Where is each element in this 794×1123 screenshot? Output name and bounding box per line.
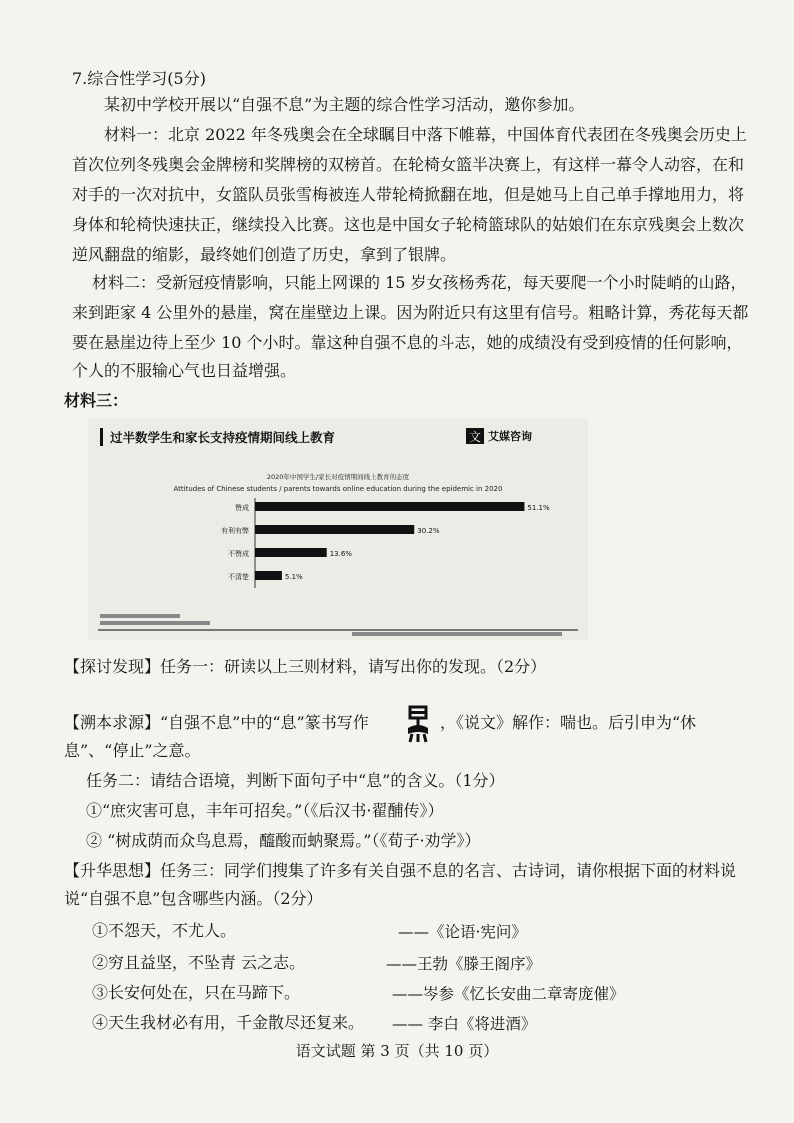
chart-svg (88, 418, 588, 640)
chart-subtitle: Attitudes of Chinese students / parents towards online education during the epidemic in 2020 (173, 485, 503, 493)
quote-text: ④天生我材必有用，千金散尽还复来。 (92, 1013, 365, 1032)
origin-text-b: ，《说文》解作：喘也。后引申为“休 (440, 713, 697, 732)
svg-text:文: 文 (469, 430, 482, 444)
task2-item: ② “树成荫而众鸟息焉，醯酸而蚋聚焉。”（《荀子·劝学》） (86, 831, 481, 850)
material2-line: 材料二：受新冠疫情影响，只能上网课的 15 岁女孩杨秀花，每天要爬一个小时陡峭的山路， (92, 273, 747, 292)
material2-line: 要在悬崖边待上至少 10 个小时。靠这种自强不息的斗志，她的成绩没有受到疫情的任何影响， (72, 333, 743, 352)
material2-line: 个人的不服输心气也日益增强。 (72, 361, 297, 380)
ai-media-logo-icon (466, 428, 484, 444)
category-label: 不清楚 (228, 573, 249, 581)
material1-line: 身体和轮椅快速扶正，继续投入比赛。这也是中国女子轮椅篮球队的姑娘们在东京残奥会上数次 (72, 215, 745, 234)
material1-line: 逆风翻盘的缩影，最终她们创造了历史，拿到了银牌。 (72, 245, 457, 264)
question-title: 7.综合性学习(5分) (72, 69, 206, 88)
chart-title: 2020年中国学生/家长对疫情期间线上教育的态度 (266, 473, 410, 481)
quote-source: —— 李白《将进酒》 (392, 1015, 537, 1033)
material1-line: 材料一：北京 2022 年冬残奥会在全球瞩目中落下帷幕，中国体育代表团在冬残奥会历史上 (104, 125, 747, 144)
question-intro: 某初中学校开展以“自强不息”为主题的综合性学习活动，邀你参加。 (104, 95, 585, 114)
task1-text: 【探讨发现】任务一：研读以上三则材料，请写出你的发现。（2分） (64, 657, 547, 676)
bar (255, 571, 282, 580)
material3-label: 材料三： (64, 391, 129, 410)
quote-source: ——《论语·宪问》 (398, 923, 527, 941)
chart-header: 过半数学生和家长支持疫情期间线上教育 (110, 430, 336, 445)
page-footer: 语文试题 第 3 页（共 10 页） (295, 1042, 499, 1060)
chart-brand: 艾媒咨询 (488, 430, 532, 443)
category-label: 赞成 (235, 504, 249, 512)
header-accent-bar (100, 428, 103, 446)
quote-source: ——王勃《滕王阁序》 (386, 955, 542, 973)
quote-source: ——岑参《忆长安曲二章寄庞催》 (392, 985, 625, 1003)
bar (255, 525, 414, 534)
quote-text: ②穷且益坚，不坠青 云之志。 (92, 953, 306, 972)
material2-line: 来到距家 4 公里外的悬崖，窝在崖壁边上课。因为附近只有这里有信号。粗略计算，秀花每天都 (72, 303, 749, 322)
footnote-blur (100, 614, 180, 618)
material1-line: 首次位列冬残奥会金牌榜和奖牌榜的双榜首。在轮椅女篮半决赛上，有这样一幕令人动容，在和 (72, 155, 745, 174)
task2-text: 任务二：请结合语境，判断下面句子中“息”的含义。（1分） (86, 771, 505, 790)
value-label: 51.1% (527, 504, 550, 512)
seal-script-xi-icon (404, 704, 432, 744)
origin-text-a: 【溯本求源】“自强不息”中的“息”篆书写作 (64, 713, 369, 732)
bar (255, 548, 327, 557)
value-label: 13.6% (329, 550, 352, 558)
bar (255, 502, 524, 511)
online-education-chart (88, 418, 588, 640)
category-label: 有利有弊 (221, 527, 249, 535)
quote-text: ③长安何处在，只在马蹄下。 (92, 983, 301, 1002)
value-label: 30.2% (417, 527, 440, 535)
material1-line: 对手的一次对抗中，女篮队员张雪梅被连人带轮椅掀翻在地，但是她马上自己单手撑地用力，将 (72, 185, 745, 204)
task2-item: ①“庶灾害可息，丰年可招矣。”（《后汉书·翟酺传》） (86, 801, 444, 820)
source-blur (352, 632, 562, 636)
value-label: 5.1% (284, 573, 303, 581)
quote-text: ①不怨天，不尤人。 (92, 921, 237, 940)
category-label: 不赞成 (228, 550, 249, 558)
footnote-blur (100, 621, 210, 625)
task3-text-a: 【升华思想】任务三：同学们搜集了许多有关自强不息的名言、古诗词，请你根据下面的材料说 (64, 861, 737, 880)
origin-text-c: 息”、“停止”之意。 (64, 741, 201, 760)
task3-text-b: 说“自强不息”包含哪些内涵。（2分） (64, 889, 323, 908)
